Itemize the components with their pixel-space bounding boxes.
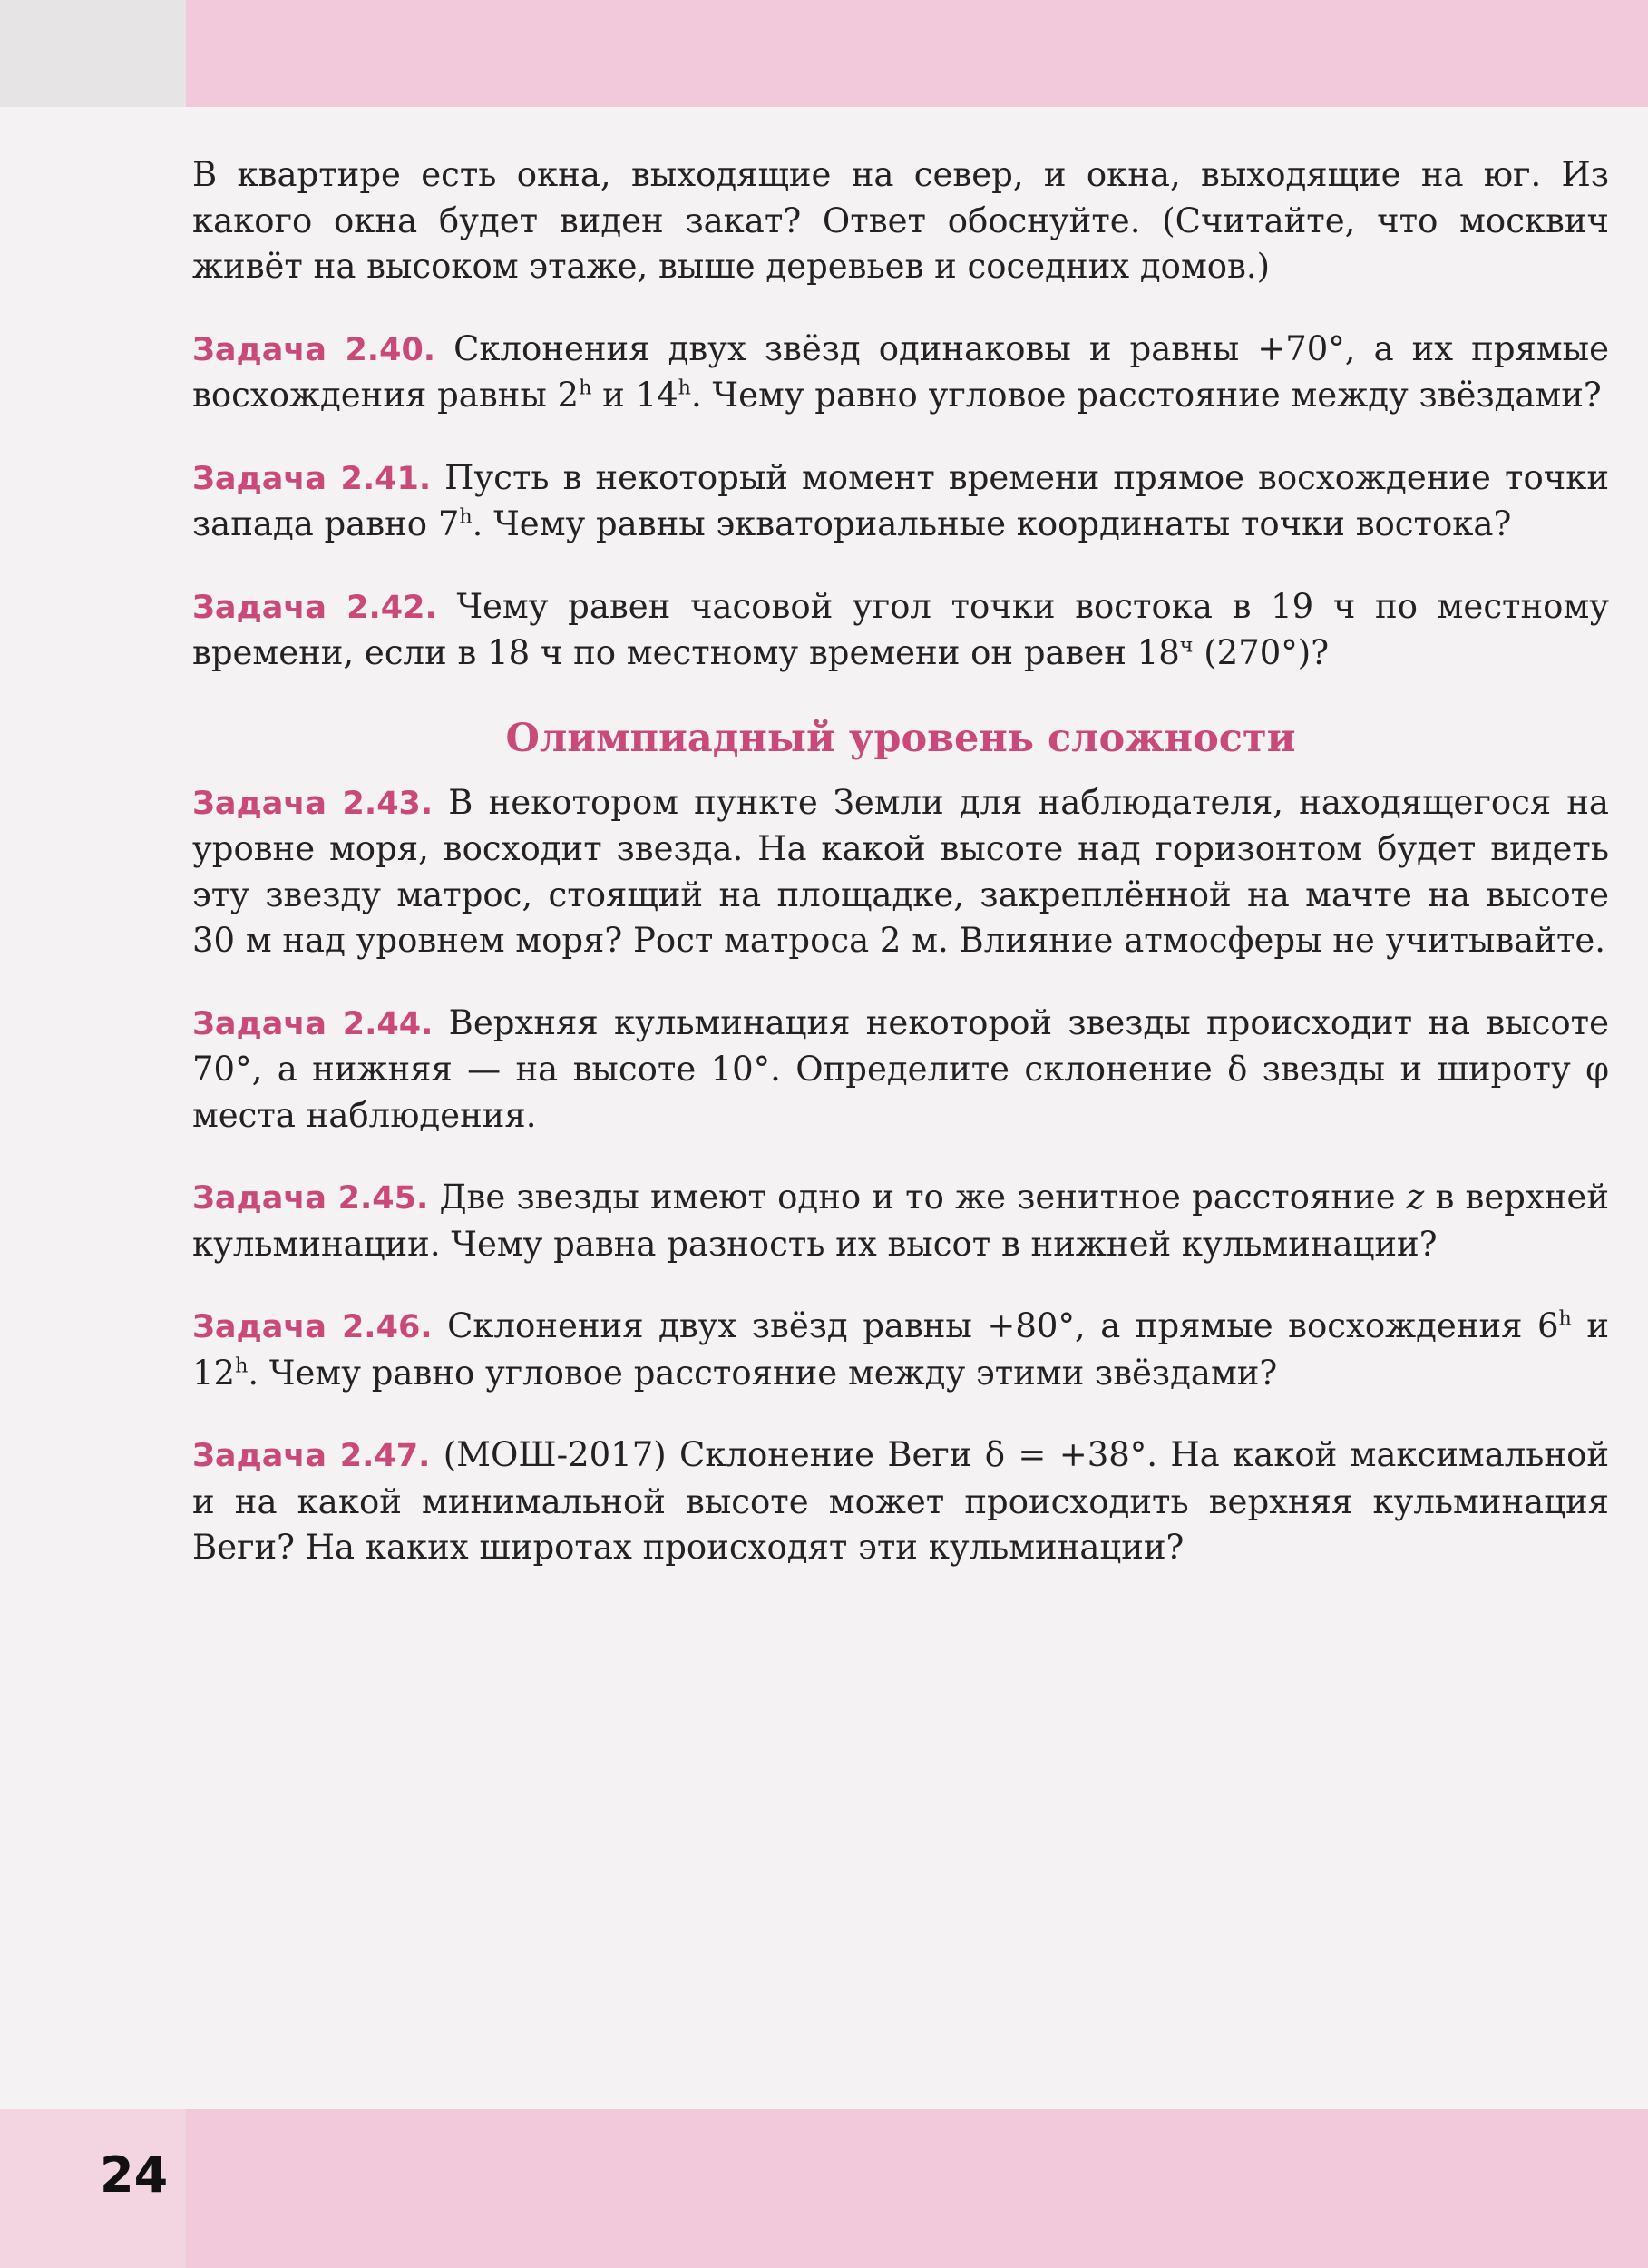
top-margin-shade — [0, 0, 186, 107]
page-content — [192, 152, 1609, 1608]
problem-2-43: Задача 2.43. В некотором пункте Земли для наблюдателя, находящегося на уровне моря, восходит звезда. На какой высоте над горизонтом будет видеть эту звезду матрос, стоящий на площадке, закреплённой на мачте на высоте 30 м над уровнем моря? Рост матроса 2 м. Влияние атмосферы не учитывайте. — [192, 782, 1609, 960]
problem-2-45: Задача 2.45. Две звезды имеют одно и то же зенитное расстояние z в верхней кульминации. Чему равна разность их высот в нижней кульминации? — [192, 1178, 1609, 1264]
problem-label: Задача 2.42. — [192, 589, 437, 626]
page-number: 24 — [100, 2146, 169, 2204]
problem-label: Задача 2.47. — [192, 1438, 431, 1474]
top-pink-band — [186, 0, 1648, 107]
problem-label: Задача 2.43. — [192, 785, 434, 822]
section-heading: Олимпиадный уровень сложности — [505, 715, 1296, 761]
intro-paragraph: В квартире есть окна, выходящие на север, и окна, выходящие на юг. Из какого окна будет виден закат? Ответ обоснуйте. (Считайте, что москвич живёт на высоком этаже, выше деревьев и соседних домов.) — [192, 155, 1609, 286]
problem-2-41: Задача 2.41. Пусть в некоторый момент времени прямое восхождение точки запада равно 7$^h$. Чему равны экваториальные координаты точки востока? — [192, 457, 1609, 543]
problem-label: Задача 2.45. — [192, 1180, 429, 1217]
problem-label: Задача 2.41. — [192, 460, 432, 497]
problem-2-47: Задача 2.47. (МОШ-2017) Склонение Веги δ = +38°. На какой максимальной и на какой минимальной высоте может происходить верхняя кульминация Веги? На каких широтах происходят эти кульминации? — [192, 1435, 1610, 1567]
problem-2-44: Задача 2.44. Верхняя кульминация некоторой звезды происходит на высоте 70°, а нижняя — на высоте 10°. Определите склонение δ звезды и широту φ места наблюдения. — [192, 1002, 1609, 1135]
problem-label: Задача 2.44. — [192, 1005, 434, 1042]
problem-2-46: Задача 2.46. Склонения двух звёзд равны +80°, а прямые восхождения 6$^h$ и 12$^h$. Чему равно угловое расстояние между этими звёздами? — [192, 1306, 1609, 1393]
problem-label: Задача 2.40. — [192, 331, 436, 368]
bottom-pink-band — [0, 2109, 1648, 2268]
problem-label: Задача 2.46. — [192, 1309, 433, 1345]
problem-2-42: Задача 2.42. Чему равен часовой угол точки востока в 19 ч по местному времени, если в 18 ч по местному времени он равен $18^ч$ (270°)? — [192, 586, 1609, 672]
problem-2-40: Задача 2.40. Склонения двух звёзд одинаковы и равны +70°, а их прямые восхождения равны 2$^h$ и 14$^h$. Чему равно угловое расстояние между звёздами? — [192, 328, 1609, 415]
